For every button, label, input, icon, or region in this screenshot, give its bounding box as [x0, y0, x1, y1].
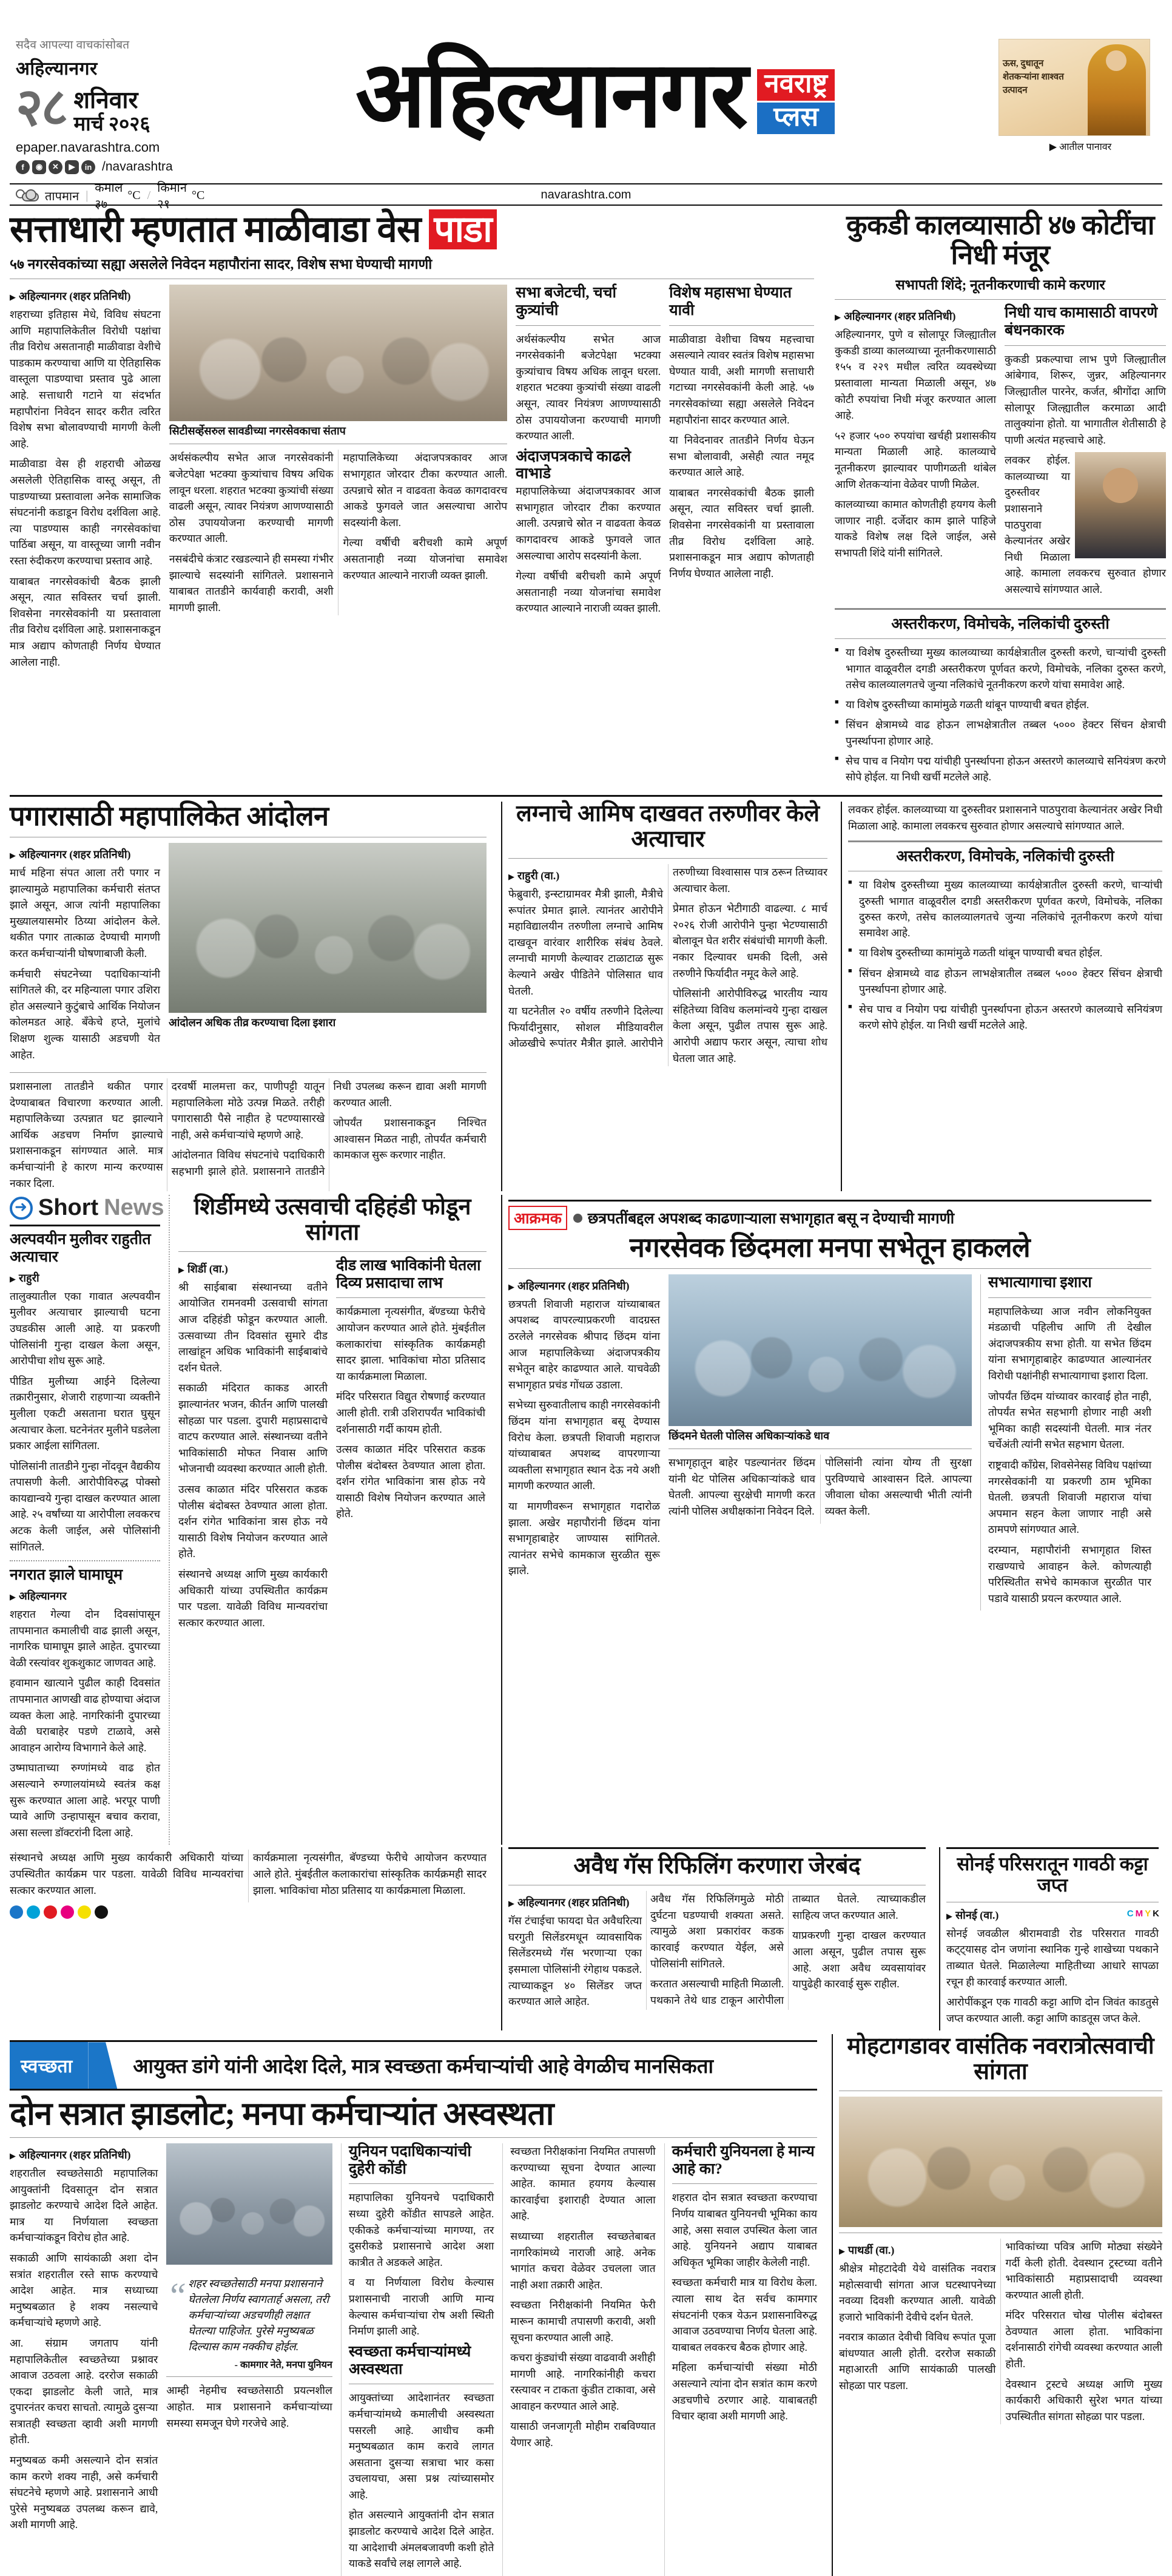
- kukdi-para-3: कालव्याच्या कामात कोणतीही हयगय केली जाणार नाही. दर्जेदार काम झाले पाहिजे याकडे विशेष लक्ष दिले जाईल, असे सभापती शिंदे यांनी सांगितले.: [835, 498, 996, 559]
- shortnews-item-2-headline: नगरात झाले घामाघूम: [10, 1567, 123, 1584]
- kukdi-cont-subhead: अस्तरीकरण, विमोचके, नलिकांची दुरुस्ती: [896, 848, 1114, 865]
- kukdi-right-continuation: [848, 802, 1162, 1191]
- lead-col-4: [669, 285, 814, 674]
- mohta-para-2: नवरात्र काळात देवीची विविध रूपांत पूजा बांधण्यात आली होती. दररोज सकाळी महाआरती आणि सायंकाळी पालखी सोहळा पार पडला.: [838, 2331, 996, 2392]
- kukdi-deck: सभापती शिंदे; नूतनीकरणाची कामे करणार: [835, 276, 1166, 300]
- gas-headline: अवैध गॅस रिफिलिंग करणारा जेरबंद: [573, 1853, 861, 1879]
- facebook-icon[interactable]: f: [16, 160, 30, 174]
- column-divider-5: [501, 1847, 502, 2030]
- shirdi-extra-para-1: संस्थानचे अध्यक्ष आणि मुख्य कार्यकारी अधिकारी यांच्या उपस्थितीत कार्यक्रम पार पडला. यावेळी विविध मान्यवरांचा सत्कार करण्यात आला.: [10, 1851, 243, 1896]
- swachhata-l3-para-1: होत असल्याने आयुक्तांनी दोन सत्रात झाडलोट करण्याचे आदेश दिले आहेत. या आदेशाची अंमलबजावणी कशी होते याकडे सर्वांचे लक्ष लागले आहे.: [348, 2509, 494, 2570]
- advert-text: ऊस, दुधातून शेतकऱ्यांना शाश्वत उत्पादन: [1003, 59, 1064, 95]
- kukdi-para-1: अहिल्यानगर, पुणे व सोलापूर जिल्ह्यातील कुकडी डाव्या कालव्याच्या नूतनीकरणासाठी १५५ व २२९ मधील त्वरित व्यवस्थेच्या प्रस्तावाला मान्यता मिळाली असून, ४७ कोटी रुपयांचा निधी मंजूर करण्यात आला आहे.: [835, 328, 996, 422]
- lead-para-1: शहराच्या इतिहास मेधे, विविध संघटना आणि महापालिकेतील विरोधी पक्षांचा तीव्र विरोध असतानाही माळीवाडा वेशीचे पाडकाम करण्याचा आणि या ऐतिहासिक वास्तूला पाडण्याचा प्रस्ताव पुढे आला आहे. सत्ताधारी गटाने या संदर्भात महापौरांना निवेदन सादर करीत त्वरित विशेष सभा बोलावण्याची मागणी केली आहे.: [10, 308, 161, 450]
- swachhata-pullquote-attr: - कामगार नेते, मनपा युनियन: [234, 2360, 332, 2371]
- nagarsevak-kicker: [508, 1200, 1151, 1230]
- color-dot-cyan: [27, 1905, 40, 1919]
- pagar-photo-block: [169, 843, 487, 1067]
- gas-para-2: अवैध गॅस रिफिलिंगमुळे मोठी दुर्घटना घडण्याची शक्यता असते. त्यामुळे अशा प्रकारांवर कडक कारवाई करण्यात येईल, असे पोलिसांनी सांगितले.: [650, 1893, 784, 1970]
- swachhata-sub2-para-1: आयुक्तांच्या आदेशानंतर स्वच्छता कर्मचाऱ्यांमध्ये कमालीची अस्वस्थता पसरली आहे. आधीच कमी मनुष्यबळात काम करावे लागत असताना दुसऱ्या सत्राचा भार कसा उचलायचा, असा प्रश्न त्यांच्यासमोर आहे.: [348, 2392, 494, 2501]
- pagar-photo: [169, 843, 487, 1013]
- shirdi-para-2: सकाळी मंदिरात काकड आरती झाल्यानंतर भजन, कीर्तन आणि पालखी सोहळा पार पडला. दुपारी महाप्रसादाचे वाटप करण्यात आले. संस्थानच्या वतीने भाविकांसाठी मोफत निवास आणि भोजनाची व्यवस्था करण्यात आली होती.: [178, 1382, 328, 1475]
- site-url-strip[interactable]: navarashtra.com: [10, 183, 1162, 206]
- swachhata-pullquote: “ शहर स्वच्छतेसाठी मनपा प्रशासनाने घेतलेला निर्णय स्वागतार्ह असला, तरी कर्मचाऱ्यांच्या अडचणीही लक्षात घेतल्या पाहिजेत. पुरेसे मनुष्यबळ दिल्यास काम नक्कीच होईल.: [166, 2276, 332, 2355]
- mohta-byline: ▶ पाथर्डी (वा.): [839, 2243, 996, 2257]
- lead-deck: ५७ नगरसेवकांच्या सह्या असलेले निवेदन महापौरांना सादर, विशेष सभा घेण्याची मागणी: [10, 255, 814, 279]
- pagar-photo-caption: आंदोलन अधिक तीव्र करण्याचा दिला इशारा: [169, 1016, 336, 1029]
- swachhata-l3-para-2: स्वच्छता निरीक्षकांना नियमित तपासणी करण्याच्या सूचना देण्यात आल्या आहेत. कामात हयगय केल्यास कारवाईचा इशाराही देण्यात आला आहे.: [510, 2145, 656, 2222]
- advert-figure: [1088, 44, 1146, 135]
- swachhata-sub1-para-2: व या निर्णयाला विरोध केल्यास प्रशासनाची नाराजी आणि मान्य केल्यास कर्मचाऱ्यांचा रोष अशी स्थिती निर्माण झाली आहे.: [348, 2276, 494, 2338]
- swachhata-sub3-para-3: महिला कर्मचाऱ्यांची संख्या मोठी असल्याने त्यांना दोन सत्रांत काम करणे अडचणीचे ठरणार आहे. याबाबतही विचार व्हावा अशी मागणी आहे.: [672, 2361, 818, 2422]
- kukdi-bullet-3: ■ सिंचन क्षेत्रामध्ये वाढ होऊन लाभक्षेत्रातील तब्बल ५००० हेक्टर सिंचन क्षेत्राची पुनर्स्थापना होणार आहे.: [835, 717, 1166, 749]
- color-dot-magenta: [61, 1905, 74, 1919]
- pagar-bottom-para-3: आंदोलनात विविध संघटनांचे पदाधिकारी सहभागी झाले होते. प्रशासनाने तातडीने निधी उपलब्ध करून द्यावा अशी मागणी करण्यात आली.: [171, 1080, 487, 1178]
- masthead-logo: [192, 8, 999, 183]
- shirdi-extra-para-2: कार्यक्रमाला नृत्यसंगीत, बॅण्डच्या फेरीचे आयोजन करण्यात आले होते. मुंबईतील कलाकारांचा सांस्कृतिक कार्यक्रमही सादर झाला. भाविकांचा मोठा प्रतिसाद या कार्यक्रमाला मिळाला.: [253, 1851, 487, 1896]
- shortnews-item-2-para-1: शहरात गेल्या दोन दिवसांपासून तापमानात कमालीची वाढ झाली असून, नागरिक घामाघूम झाले आहेत. दुपारच्या वेळी रस्त्यांवर शुकशुकाट जाणवत आहे.: [10, 1608, 160, 1669]
- nagarsevak-col-3: [980, 1274, 1151, 1611]
- mohta-para-5: देवस्थान ट्रस्टचे अध्यक्ष आणि मुख्य कार्यकारी अधिकारी सुरेश भगत यांच्या उपस्थितीत सांगता सोहळा पार पडला.: [1005, 2378, 1162, 2422]
- brand-line-2: प्लस: [757, 103, 835, 134]
- lead-story: [10, 211, 823, 789]
- kukdi-bullet-4: ■ सेच पाच व नियोग पद्म यांचीही पुनर्स्थापना होऊन अस्तरणे कालव्याचे सनियंत्रण करणे सोपे होईल. या निधी खर्ची मटलेले आहे.: [835, 753, 1166, 785]
- gas-story: [508, 1847, 933, 2030]
- kukdi-para-2: ५२ हजार ५०० रुपयांचा खर्चही प्रशासकीय मान्यता मिळाली आहे. कालव्याचे नूतनीकरण झाल्यावर पाणीगळती थांबेल आणि शेतकऱ्यांना वेळेवर पाणी मिळेल.: [835, 429, 996, 490]
- cmyk-marks: [1126, 1908, 1160, 1919]
- kukdi-bullet-list: [835, 644, 1166, 785]
- kukdi-subhead: अस्तरीकरण, विमोचके, नलिकांची दुरुस्ती: [891, 615, 1110, 632]
- weather-slash: /: [147, 188, 151, 202]
- fourth-left-filler: [10, 1847, 495, 2030]
- swachhata-para-1: शहरातील स्वच्छतेसाठी महापालिका आयुक्तांनी दिवसातून दोन सत्रात झाडलोट करण्याचे आदेश दिले आहेत. मात्र या निर्णयाला स्वच्छता कर्मचाऱ्यांकडून विरोध होत आहे.: [10, 2166, 158, 2244]
- masthead-date: [16, 78, 192, 137]
- pagar-col-1: [10, 843, 160, 1067]
- lead-sub-a-para-1: अर्थसंकल्पीय सभेत आज नगरसेवकांनी बजेटपेक्षा भटक्या कुत्र्यांचाच विषय अधिक लावून धरला. शहरात भटक्या कुत्र्यांची संख्या वाढली असून, त्यावर नियंत्रण आणण्यासाठी ठोस उपाययोजना करण्याची मागणी करण्यात आली.: [516, 333, 661, 442]
- swachhata-tag: स्वच्छता: [10, 2042, 88, 2089]
- swachhata-sub3-para-2: स्वच्छता कर्मचारी मात्र या विरोध केला. त्याला साथ देत सर्वच कामगार संघटनांनी एकत्र येऊन प्रशासनाविरुद्ध आवाज उठवण्याचा निर्णय घेतला आहे. याबाबत लवकरच बैठक होणार आहे.: [672, 2276, 818, 2353]
- swachhata-banner: [10, 2040, 817, 2091]
- kukdi-story: [835, 211, 1166, 789]
- kukdi-cont-bullet-1: ■ या विशेष दुरुस्तीच्या मुख्य कालव्याच्या कार्यक्षेत्रातील दुरुस्ती करणे, चाऱ्यांची दुरुस्ती भागात वाळूवरील दगडी अस्तरीकरण पूर्णवत करणे, विमोचके, नलिका दुरुस्त करणे, तसेच कालव्यालगतचे जुन्या नलिकांचे नूतनीकरण करणे यांचा समावेश आहे.: [848, 877, 1162, 941]
- shirdi-story: [169, 1195, 487, 1845]
- kukdi-lead-line: निधी याच कामासाठी वापरणे बंधनकारक: [1005, 305, 1158, 339]
- pagar-bottom-para-2: दरवर्षी मालमत्ता कर, पाणीपट्टी यातून महापालिकेला मोठे उत्पन्न मिळते. तरीही पगारासाठी पैसे नाहीत हे पटण्यासारखे नाही, असे कर्मचाऱ्यांचे म्हणणे आहे.: [171, 1080, 325, 1141]
- weather-label: तापमान: [45, 189, 79, 203]
- mohta-story: [839, 2034, 1162, 2576]
- shirdi-para-1: श्री साईबाबा संस्थानच्या वतीने आयोजित रामनवमी उत्सवाची सांगता आज दहिहंडी फोडून करण्यात आली. उत्सवाच्या तीन दिवसांत सुमारे दीड लाखांहून अधिक भाविकांनी साईबाबांचे दर्शन घेतले.: [178, 1280, 328, 1374]
- nagarsevak-col-1: [508, 1274, 660, 1611]
- brand-line-1: नवराष्ट्र: [757, 69, 835, 101]
- column-divider-6: [939, 1847, 940, 2030]
- cmyk-m: M: [1135, 1908, 1144, 1919]
- kukdi-cont-bullet-3: ■ सिंचन क्षेत्रामध्ये वाढ होऊन लाभक्षेत्रातील तब्बल ५००० हेक्टर सिंचन क्षेत्राची पुनर्स्थापना होणार आहे.: [848, 965, 1162, 998]
- lead-sub-c-head: विशेष महासभा घेण्यात यावी: [669, 285, 792, 319]
- color-dot-cyan-blue: [10, 1905, 23, 1919]
- shirdi-headline: शिर्डीमध्ये उत्सवाची दहिहंडी फोडून सांगता: [194, 1194, 471, 1246]
- column-divider-3: [841, 802, 842, 1191]
- lead-sub-b-para-1: महापालिकेच्या अंदाजपत्रकावर आज सभागृहात जोरदार टीका करण्यात आली. उत्पन्नाचे स्रोत न वाढवता केवळ कागदावरच आकडे फुगवले जात असल्याचा आरोप सदस्यांनी केला.: [516, 485, 661, 562]
- swachhata-para-2: सकाळी आणि सायंकाळी अशा दोन सत्रांत शहरातील रस्ते साफ करण्याचे आदेश आहेत. मात्र सध्याच्या मनुष्यबळात हे शक्य नसल्याचे कर्मचाऱ्यांचे म्हणणे आहे.: [10, 2251, 158, 2329]
- epaper-url[interactable]: epaper.navarashtra.com: [16, 140, 160, 155]
- shirdi-byline: ▶ शिर्डी (वा.): [178, 1262, 328, 1276]
- pagar-headline: पगारासाठी महापालिकेत आंदोलन: [10, 801, 329, 832]
- column-divider-4: [501, 1195, 502, 1845]
- instagram-icon[interactable]: ◉: [32, 160, 46, 174]
- column-divider-7: [832, 2034, 833, 2576]
- kukdi-cont-bullet-4: ■ सेच पाच व नियोग पद्म यांचीही पुनर्स्थापना होऊन अस्तरणे कालव्याचे सनियंत्रण करणे सोपे होईल. या निधी खर्ची मटलेले आहे.: [848, 1001, 1162, 1033]
- cmyk-k: K: [1153, 1908, 1160, 1919]
- nagarsevak-para-3: या मागणीवरून सभागृहात गदारोळ झाला. अखेर महापौरांनी छिंदम यांना सभागृहाबाहेर जाण्यास सांगितले. त्यानंतर सभेचे कामकाज सुरळीत सुरू झाले.: [508, 1499, 660, 1577]
- mohta-para-4: मंदिर परिसरात चोख पोलीस बंदोबस्त ठेवण्यात आला होता. भाविकांना दर्शनासाठी रांगेची व्यवस्था करण्यात आली होती.: [1005, 2309, 1162, 2370]
- lead-photo-para-4: गेल्या वर्षीची बरीचशी कामे अपूर्ण असतानाही नव्या योजनांचा समावेश करण्यात आल्याने नाराजी व्यक्त झाली.: [343, 536, 508, 581]
- nagarsevak-photo-caption: छिंदमने घेतली पोलिस अधिकाऱ्यांकडे धाव: [669, 1429, 830, 1442]
- nagarsevak-photo-block: [669, 1274, 972, 1611]
- weather-max: कमाल ३७: [95, 181, 123, 212]
- lead-headline: [10, 211, 814, 249]
- swachhata-l2-para-1: आम्ही नेहमीच स्वच्छतेसाठी प्रयत्नशील आहोत. मात्र प्रशासनाने कर्मचाऱ्यांच्या समस्या समजून घेणे गरजेचे आहे.: [166, 2384, 332, 2429]
- lead-para-3: याबाबत नगरसेवकांची बैठक झाली असून, त्यात सविस्तर चर्चा झाली. शिवसेना नगरसेवकांनी या प्रस्तावाला तीव्र विरोध दर्शविला आहे. प्रशासनाकडून मात्र अद्याप कोणताही निर्णय घेण्यात आलेला नाही.: [10, 575, 161, 668]
- swachhata-photo: [166, 2143, 332, 2265]
- kicker-text: छत्रपतींबद्दल अपशब्द काढणाऱ्याला सभागृहात बसू न देण्याची मागणी: [587, 1211, 955, 1228]
- pagar-byline: ▶ अहिल्यानगर (शहर प्रतिनिधी): [10, 847, 160, 862]
- shortnews-item-1-headline: अल्पवयीन मुलीवर राहुतीत अत्याचार: [10, 1231, 151, 1266]
- kukdi-para-4: कुकडी प्रकल्पाचा लाभ पुणे जिल्ह्यातील आंबेगाव, शिरूर, जुन्नर, अहिल्यानगर जिल्ह्यातील पारनेर, कर्जत, श्रीगोंदा आणि सोलापूर जिल्ह्यातील करमाळा आदी तालुक्यांना होतो. या भागातील शेतीसाठी हे पाणी अत्यंत महत्त्वाचे आहे.: [1005, 353, 1166, 446]
- lead-byline: ▶ अहिल्यानगर (शहर प्रतिनिधी): [10, 289, 161, 303]
- middle-section: [10, 802, 1162, 1191]
- logo-title: अहिल्यानगर: [355, 44, 747, 147]
- swachhata-banner-text: आयुक्त डांगे यांनी आदेश दिले, मात्र स्वच्छता कर्मचाऱ्यांची आहे वेगळीच मानसिकता: [133, 2056, 714, 2078]
- kukdi-cont-bullets: [848, 877, 1162, 1033]
- swachhata-l4-para-1: सध्याच्या शहरातील स्वच्छतेबाबत नागरिकांमध्ये नाराजी आहे. अनेक भागांत कचरा वेळेवर उचलला जात नाही अशा तक्रारी आहेत.: [510, 2229, 656, 2291]
- top-section: [10, 209, 1166, 789]
- x-icon[interactable]: ✕: [49, 160, 62, 174]
- swachhata-sub3-head: कर्मचारी युनियनला हे मान्य आहे का?: [672, 2143, 815, 2177]
- shortnews-label-1: Short: [38, 1195, 99, 1221]
- swachhata-headline: दोन सत्रात झाडलोट; मनपा कर्मचाऱ्यांत अस्वस्थता: [10, 2097, 554, 2132]
- swachhata-col-3: [341, 2143, 494, 2576]
- social-handle: /navarashtra: [102, 160, 173, 174]
- shirdi-col-1: [178, 1257, 328, 1635]
- gas-byline: ▶ अहिल्यानगर (शहर प्रतिनिधी): [508, 1895, 642, 1910]
- shirdi-para-4: संस्थानचे अध्यक्ष आणि मुख्य कार्यकारी अधिकारी यांच्या उपस्थितीत कार्यक्रम पार पडला. यावेळी विविध मान्यवरांचा सत्कार करण्यात आला.: [178, 1567, 328, 1629]
- sonai-story: [946, 1847, 1159, 2030]
- nagarsevak-right-para-1: महापालिकेच्या आज नवीन लोकनियुक्त मंडळाची पहिलीच आणि ती देखील अंदाजपत्रकीय सभा होती. या सभेत छिंदम यांना सभागृहाबाहेर काढण्यात आल्यानंतर विरोधी पक्षांनीही सभात्यागाचा इशारा दिला.: [988, 1305, 1151, 1382]
- lagn-headline: लग्नाचे आमिष दाखवत तरुणीवर केले अत्याचार: [516, 801, 820, 853]
- weather-strip: [16, 179, 205, 212]
- third-section: [10, 1195, 1162, 1845]
- sonai-byline: ▶ सोनई (वा.): [946, 1908, 1159, 1922]
- cmyk-c: C: [1127, 1908, 1134, 1919]
- sonai-para-1: सोनई जवळील श्रीरामवाडी रोड परिसरात गावठी कट्ट्यासह दोन जणांना स्थानिक गुन्हे शाखेच्या पथकाने ताब्यात घेतले. मिळालेल्या माहितीच्या आधारे सापळा रचून ही कारवाई करण्यात आली.: [946, 1927, 1159, 1988]
- date-month-year: मार्च २०२६: [73, 113, 150, 135]
- lagn-para-1: फेब्रुवारी, इन्स्टाग्रामवर मैत्री झाली, मैत्रीचे रूपांतर प्रेमात झाले. त्यानंतर आरोपीने महाविद्यालयीन तरुणीला लग्नाचे आमिष दाखवून वारंवार शारीरिक संबंध ठेवले. लग्नाची मागणी केल्यावर टाळाटाळ सुरू केल्याने अखेर पीडितेने पोलिसात धाव घेतली.: [508, 887, 663, 997]
- swachhata-byline: ▶ अहिल्यानगर (शहर प्रतिनिधी): [10, 2148, 158, 2162]
- color-dot-black: [95, 1905, 108, 1919]
- masthead-tagline: सदैव आपल्या वाचकांसोबत: [16, 39, 130, 52]
- lead-sub-b-head: अंदाजपत्रकाचे काढले वाभाडे: [516, 448, 631, 482]
- swachhata-photo-block: [166, 2143, 332, 2576]
- weather-min: किमान २१: [157, 181, 187, 212]
- shortnews-item-1-para-1: तालुक्यातील एका गावात अल्पवयीन मुलीवर अत्याचार झाल्याची घटना उघडकीस आली आहे. या प्रकरणी पोलिसांनी गुन्हा दाखल केला असून, आरोपीचा शोध सुरू आहे.: [10, 1290, 160, 1367]
- masthead-advert: [999, 8, 1162, 183]
- shortnews-item-2-byline: ▶ अहिल्यानगर: [10, 1589, 160, 1603]
- sonai-headline: सोनई परिसरातून गावठी कट्टा जप्त: [957, 1853, 1148, 1896]
- nagarsevak-cap-para-2: पोलिसांनी त्यांना योग्य ती सुरक्षा पुरविण्याचे आश्वासन दिले. आपल्या जीवाला धोका असल्याची भीती त्यांनी व्यक्त केली.: [825, 1456, 972, 1518]
- lead-col-1: [10, 285, 161, 674]
- masthead: [10, 8, 1162, 212]
- swachhata-l4-para-2: स्वच्छता निरीक्षकांनी नियमित फेरी मारून कामाची तपासणी करावी, अशी सूचना करण्यात आली आहे.: [510, 2299, 656, 2344]
- mohta-photo: [839, 2097, 1162, 2227]
- pagar-para-2: कर्मचारी संघटनेच्या पदाधिकाऱ्यांनी सांगितले की, दर महिन्याला पगार उशिरा होत असल्याने कुटुंबाचे आर्थिक नियोजन कोलमडत आहे. बँकेचे हप्ते, मुलांचे शिक्षण शुल्क यासाठी अडचणी येत आहेत.: [10, 967, 160, 1061]
- color-registration-bar: [10, 1905, 108, 1919]
- nagarsevak-para-1: छत्रपती शिवाजी महाराज यांच्याबाबत अपशब्द वापरल्याप्रकरणी वादग्रस्त ठरलेले नगरसेवक श्रीपाद छिंदम यांना आज महापालिकेच्या अंदाजपत्रकीय सभेतून बाहेर काढण्यात आले. याचवेळी सभागृहात प्रचंड गोंधळ उडाला.: [508, 1297, 660, 1391]
- youtube-icon[interactable]: ▶: [65, 160, 79, 174]
- shortnews-item-1-byline: ▶ राहुरी: [10, 1271, 160, 1285]
- swachhata-para-4: मनुष्यबळ कमी असल्याने दोन सत्रांत काम करणे शक्य नाही, असे कर्मचारी संघटनेचे म्हणणे आहे. प्रशासनाने आधी पुरेसे मनुष्यबळ उपलब्ध करून द्यावे, अशी मागणी आहे.: [10, 2454, 158, 2531]
- fourth-section: [10, 1847, 1162, 2030]
- sonai-para-2: आरोपींकडून एक गावठी कट्टा आणि दोन जिवंत काडतुसे जप्त करण्यात आली. कट्टा आणि काडतूस जप्त केले.: [946, 1996, 1159, 2024]
- brand-logo: [757, 69, 835, 134]
- lead-photo: [169, 285, 507, 421]
- shirdi-para-7: उत्सव काळात मंदिर परिसरात कडक पोलीस बंदोबस्त ठेवण्यात आला होता. दर्शन रांगेत भाविकांना त्रास होऊ नये यासाठी विशेष नियोजन करण्यात आले होते.: [336, 1443, 485, 1520]
- banner-skew-shape: [88, 2042, 117, 2089]
- lagn-byline: ▶ राहुरी (वा.): [508, 868, 663, 883]
- weather-degree-max: °C: [127, 188, 141, 202]
- shirdi-para-6: मंदिर परिसरात विद्युत रोषणाई करण्यात आली होती. रात्री उशिरापर्यंत भाविकांची दर्शनासाठी गर्दी कायम होती.: [336, 1390, 485, 1435]
- shirdi-para-3: उत्सव काळात मंदिर परिसरात कडक पोलीस बंदोबस्त ठेवण्यात आला होता. दर्शन रांगेत भाविकांना त्रास होऊ नये यासाठी विशेष नियोजन करण्यात आले होते.: [178, 1482, 328, 1560]
- swachhata-col-1: [10, 2143, 158, 2576]
- kukdi-byline: ▶ अहिल्यानगर (शहर प्रतिनिधी): [835, 309, 996, 323]
- lagn-story: [508, 802, 835, 1191]
- arrow-circle-icon: [10, 1197, 33, 1220]
- lead-headline-highlight: पाडा: [429, 209, 496, 249]
- kukdi-bullet-1: ■ या विशेष दुरुस्तीच्या मुख्य कालव्याच्या कार्यक्षेत्रातील दुरुस्ती करणे, चाऱ्यांची दुरुस्ती भागात वाळूवरील दगडी अस्तरीकरण पूर्णवत करणे, विमोचके, नलिका दुरुस्त करणे, तसेच कालव्यालगतचे जुन्या नलिकांचे नूतनीकरण करणे यांचा समावेश आहे.: [835, 644, 1166, 692]
- shirdi-sub-head: दीड लाख भाविकांनी घेतला दिव्य प्रसादाचा लाभ: [336, 1257, 481, 1291]
- swachhata-sub2-head: स्वच्छता कर्मचाऱ्यांमध्ये अस्वस्थता: [348, 2343, 471, 2378]
- kukdi-col-1: [835, 305, 996, 601]
- nagarsevak-story: [508, 1195, 1151, 1845]
- lagn-para-2: या घटनेतील २० वर्षीय तरुणीने दिलेल्या फिर्यादीनुसार, सोशल मीडियावरील ओळखीचे रूपांतर मैत्रीत झाले. आरोपीने तरुणीच्या विश्वासास पात्र ठरून तिच्यावर अत्याचार केला.: [508, 865, 827, 1050]
- bottom-section: [10, 2034, 1162, 2576]
- lead-headline-text: सत्ताधारी म्हणतात माळीवाडा वेस: [10, 209, 421, 249]
- shortnews-label-2: News: [104, 1195, 164, 1221]
- nagarsevak-right-head: सभात्यागाचा इशारा: [988, 1274, 1092, 1291]
- mohta-para-3: भाविकांच्या पवित्र आणि मोठ्या संख्येने गर्दी केली होती. देवस्थान ट्रस्टच्या वतीने भाविकांसाठी महाप्रसादाची व्यवस्था करण्यात आली होती.: [1005, 2240, 1162, 2301]
- lead-sub-b-para-2: गेल्या वर्षीची बरीचशी कामे अपूर्ण असतानाही नव्या योजनांचा समावेश करण्यात आल्याने नाराजी व्यक्त झाली.: [516, 570, 661, 615]
- shortnews-item-2-para-2: हवामान खात्याने पुढील काही दिवसांत तापमानात आणखी वाढ होण्याचा अंदाज व्यक्त केला आहे. नागरिकांनी दुपारच्या वेळी घराबाहेर पडणे टाळावे, असे आवाहन आरोग्य विभागाने केले आहे.: [10, 1677, 160, 1754]
- social-links[interactable]: [16, 160, 192, 174]
- kukdi-portrait-photo: [1075, 452, 1166, 558]
- lead-sub-c-para-2: या निवेदनावर तातडीने निर्णय घेऊन सभा बोलावावी, असेही त्यात नमूद करण्यात आले आहे.: [669, 434, 815, 479]
- shortnews-column: [10, 1195, 164, 1845]
- lead-photo-para-1: अर्थसंकल्पीय सभेत आज नगरसेवकांनी बजेटपेक्षा भटक्या कुत्र्यांचाच विषय अधिक लावून धरला. शहरात भटक्या कुत्र्यांची संख्या वाढली असून, त्यावर नियंत्रण आणण्यासाठी ठोस उपाययोजना करण्याची मागणी करण्यात आली.: [169, 451, 334, 545]
- lead-sub-c-para-1: माळीवाडा वेशीचा विषय महत्त्वाचा असल्याने त्यावर स्वतंत्र विशेष महासभा घेण्यात यावी, अशी मागणी सत्ताधारी गटाच्या नगरसेवकांनी केली आहे. ५७ नगरसेवकांच्या सह्या असलेले निवेदन महापौरांना सादर करण्यात आले.: [669, 333, 815, 426]
- kukdi-bullet-2: ■ या विशेष दुरुस्तीच्या कामांमुळे गळती थांबून पाण्याची बचत होईल.: [835, 697, 1166, 712]
- kukdi-cont-bullet-2: ■ या विशेष दुरुस्तीच्या कामांमुळे गळती थांबून पाण्याची बचत होईल.: [848, 945, 1162, 961]
- weather-degree-min: °C: [191, 188, 205, 202]
- lead-photo-para-3: महापालिकेच्या अंदाजपत्रकावर आज सभागृहात जोरदार टीका करण्यात आली. उत्पन्नाचे स्रोत न वाढवता केवळ कागदावरच आकडे फुगवले जात असल्याचा आरोप सदस्यांनी केला.: [343, 451, 508, 529]
- lead-photo-caption: सिटीसर्व्हेसरुल सावडीच्या नगरसेवकाचा संताप: [169, 425, 346, 438]
- nagarsevak-right-para-3: राष्ट्रवादी काँग्रेस, शिवसेनेसह विविध पक्षांच्या नगरसेवकांनी या प्रकरणी ठाम भूमिका घेतली. छत्रपती शिवाजी महाराज यांचा अपमान सहन केला जाणार नाही असे ठामपणे सांगण्यात आले.: [988, 1458, 1151, 1536]
- color-dot-red: [44, 1905, 57, 1919]
- lagn-para-4: पोलिसांनी आरोपीविरुद्ध भारतीय न्याय संहितेच्या विविध कलमांन्वये गुन्हा दाखल केला असून, पुढील तपास सुरू आहे. आरोपी अद्याप फरार असून, त्याचा शोध घेतला जात आहे.: [673, 987, 827, 1064]
- pagar-bottom-para-1: प्रशासनाला तातडीने थकीत पगार देण्याबाबत विचारणा करण्यात आली. महापालिकेच्या उत्पन्नात घट झाल्याने आर्थिक अडचण निर्माण झाल्याचे प्रशासनाकडून सांगण्यात आले. मात्र कर्मचाऱ्यांनी हे कारण मान्य करण्यास नकार दिला.: [10, 1080, 163, 1189]
- advert-caption-text: आतील पानावर: [1059, 142, 1112, 152]
- nagarsevak-byline: ▶ अहिल्यानगर (शहर प्रतिनिधी): [508, 1279, 660, 1293]
- bullet-dot-icon: [573, 1214, 582, 1223]
- kukdi-cont-para-1: लवकर होईल. कालव्याच्या या दुरुस्तीवर प्रशासनाने पाठपुरावा केल्यानंतर अखेर निधी मिळाला आहे. कामाला लवकरच सुरुवात होणार असल्याचे सांगण्यात आले.: [848, 803, 1163, 832]
- color-dot-yellow: [78, 1905, 91, 1919]
- nagarsevak-para-2: सभेच्या सुरुवातीलाच काही नगरसेवकांनी छिंदम यांना सभागृहात बसू देण्यास विरोध केला. छत्रपती शिवाजी महाराज यांच्याबाबत अपशब्द वापरणाऱ्या व्यक्तीला सभागृहात स्थान देऊ नये अशी मागणी करण्यात आली.: [508, 1399, 660, 1492]
- lead-photo-para-2: नसबंदीचे कंत्राट रखडल्याने ही समस्या गंभीर झाल्याचे सदस्यांनी सांगितले. प्रशासनाने याबाबत तातडीने कार्यवाही करावी, अशी मागणी झाली.: [169, 553, 334, 614]
- gas-para-3: करतात असल्याची माहिती मिळाली. पथकाने तेथे धाड टाकून आरोपीला ताब्यात घेतले. त्याच्याकडील साहित्य जप्त करण्यात आले.: [650, 1893, 926, 2006]
- swachhata-para-3: आ. संग्राम जगताप यांनी महापालिकेतील स्वच्छतेच्या प्रश्नावर आवाज उठवला आहे. दररोज सकाळी एकदा झाडलोट केली जाते, मात्र दुपारनंतर कचरा साचतो. त्यामुळे दुसऱ्या सत्रातही स्वच्छता व्हावी अशी मागणी होती.: [10, 2336, 158, 2446]
- shortnews-item-2-para-3: उष्माघाताच्या रुग्णांमध्ये वाढ होत असल्याने रुग्णालयांमध्ये स्वतंत्र कक्ष सुरू करण्यात आला आहे. भरपूर पाणी प्यावे आणि उन्हापासून बचाव करावा, असा सल्ला डॉक्टरांनी दिला आहे.: [10, 1762, 160, 1839]
- date-day-name: शनिवार: [73, 87, 138, 113]
- triangle-icon: ▶: [1049, 142, 1057, 152]
- nagarsevak-headline: नगरसेवक छिंदमला मनपा सभेतून हाकलले: [629, 1232, 1031, 1263]
- nagarsevak-right-para-4: दरम्यान, महापौरांनी सभागृहात शिस्त राखण्याचे आवाहन केले. कोणत्याही परिस्थितीत सभेचे कामकाज सुरळीत पार पडावे यासाठी प्रयत्न करण्यात आले.: [988, 1543, 1151, 1604]
- nagarsevak-right-para-2: जोपर्यंत छिंदम यांच्यावर कारवाई होत नाही, तोपर्यंत सभेत सहभागी होणार नाही अशी भूमिका काही सदस्यांनी घेतली. मात्र नंतर चर्चेअंती त्यांनी सभेत सहभाग घेतला.: [988, 1390, 1151, 1451]
- shortnews-item-1-para-3: पोलिसांनी तातडीने गुन्हा नोंदवून वैद्यकीय तपासणी केली. आरोपीविरुद्ध पोक्सो कायद्यान्वये गुन्हा दाखल करण्यात आला आहे. २५ वर्षांच्या या आरोपीला लवकरच अटक केली जाईल, असे पोलिसांनी सांगितले.: [10, 1459, 160, 1553]
- mohta-para-1: श्रीक्षेत्र मोहटादेवी येथे वासंतिक नवरात्र महोत्सवाची सांगता आज घटस्थापनेच्या नवव्या दिवशी करण्यात आली. यावेळी हजारो भाविकांनी देवीचे दर्शन घेतले.: [838, 2262, 996, 2323]
- masthead-city: अहिल्यानगर: [16, 59, 98, 79]
- advert-caption: [999, 140, 1162, 153]
- swachhata-sub1-head: युनियन पदाधिकाऱ्यांची दुहेरी कोंडी: [348, 2143, 471, 2177]
- linkedin-icon[interactable]: in: [81, 160, 95, 174]
- swachhata-l5-para-1: कचरा कुंड्यांची संख्या वाढवावी अशीही मागणी आहे. नागरिकांनीही कचरा रस्त्यावर न टाकता कुंडीत टाकावा, असे आवाहन करण्यात आले आहे.: [510, 2351, 656, 2412]
- column-divider-2: [501, 802, 502, 1191]
- lead-sub-c-para-3: याबाबत नगरसेवकांची बैठक झाली असून, त्यात सविस्तर चर्चा झाली. शिवसेना नगरसेवकांनी या प्रस्तावाला तीव्र विरोध दर्शविला आहे. प्रशासनाकडून मात्र अद्याप कोणताही निर्णय घेण्यात आलेला नाही.: [669, 486, 815, 580]
- swachhata-col-4: [502, 2143, 655, 2576]
- shortnews-and-shirdi: [10, 1195, 495, 1845]
- sun-cloud-icon: [16, 188, 40, 203]
- cmyk-y: Y: [1145, 1908, 1152, 1919]
- lead-col-3: [516, 285, 661, 674]
- gas-para-1: गॅस टंचाईचा फायदा घेत अवैधरित्या घरगुती सिलेंडरमधून व्यावसायिक सिलेंडरमध्ये गॅस भरणाऱ्या एका इसमाला पोलिसांनी रंगेहाथ पकडले. त्याच्याकडून ४० सिलेंडर जप्त करण्यात आले आहेत.: [508, 1915, 642, 2008]
- lead-para-2: माळीवाडा वेस ही शहराची ओळख असलेली ऐतिहासिक वास्तू असून, ती पाडण्याच्या प्रस्तावाला अनेक सामाजिक संघटनांनी कडाडून विरोध दर्शविला आहे. त्या पाडण्यास काही नगरसेवकांचा पाठिंबा असून, या वास्तूच्या जागी नवीन रस्ता रुंदीकरण करण्याचा प्रस्ताव आहे.: [10, 458, 161, 567]
- shortnews-item-1-para-2: पीडित मुलीच्या आईने दिलेल्या तक्रारीनुसार, शेजारी राहणाऱ्या व्यक्तीने मुलीला एकटी असताना घरात घुसून अत्याचार केला. घटनेनंतर मुलीने घडलेला प्रकार आईला सांगितला.: [10, 1374, 160, 1452]
- pagar-story: [10, 802, 495, 1191]
- kicker-tag: आक्रमक: [508, 1206, 567, 1230]
- swachhata-story: [10, 2034, 826, 2576]
- nagarsevak-photo: [669, 1274, 972, 1426]
- nagarsevak-cap-para-1: सभागृहातून बाहेर पडल्यानंतर छिंदम यांनी थेट पोलिस अधिकाऱ्यांकडे धाव घेतली. आपल्या सुरक्षेची मागणी करत त्यांनी पोलिस अधीक्षकांना निवेदन दिले.: [669, 1456, 815, 1518]
- shirdi-para-5: कार्यक्रमाला नृत्यसंगीत, बॅण्डच्या फेरीचे आयोजन करण्यात आले होते. मुंबईतील कलाकारांचा सांस्कृतिक कार्यक्रमही सादर झाला. भाविकांचा मोठा प्रतिसाद या कार्यक्रमाला मिळाला.: [336, 1305, 485, 1382]
- lead-sub-a-head: सभा बजेटची, चर्चा कुत्र्यांची: [516, 285, 616, 319]
- gas-para-4: याप्रकरणी गुन्हा दाखल करण्यात आला असून, पुढील तपास सुरू आहे. अशा अवैध व्यवसायांवर यापुढेही कारवाई सुरू राहील.: [792, 1929, 926, 1990]
- kukdi-para-5: लवकर होईल. कालव्याच्या या दुरुस्तीवर प्रशासनाने पाठपुरावा केल्यानंतर अखेर निधी मिळाला आहे. कामाला लवकरच सुरुवात होणार असल्याचे सांगण्यात आले.: [1005, 454, 1166, 596]
- lagn-para-3: प्रेमात होऊन भेटीगाठी वाढल्या. ८ मार्च २०२६ रोजी आरोपीने पुन्हा भेटण्यासाठी बोलावून घेत शरीर संबंधांची मागणी केली. नकार दिल्यावर धमकी दिली, असे तरुणीने फिर्यादीत नमूद केले आहे.: [673, 902, 827, 979]
- swachhata-col-5: [664, 2143, 817, 2576]
- swachhata-sub3-para-1: शहरात दोन सत्रात स्वच्छता करण्याचा निर्णय याबाबत युनियनची भूमिका काय आहे, असा सवाल उपस्थित केला जात आहे. युनियनने अद्याप याबाबत अधिकृत भूमिका जाहीर केलेली नाही.: [672, 2191, 818, 2268]
- weather-divider: |: [86, 188, 89, 202]
- kukdi-headline: कुकडी कालव्यासाठी ४७ कोटींचा निधी मंजूर: [846, 210, 1154, 270]
- shirdi-col-2: [336, 1257, 485, 1635]
- swachhata-sub1-para-1: महापालिका युनियनचे पदाधिकारी सध्या दुहेरी कोंडीत सापडले आहेत. एकीकडे कर्मचाऱ्यांच्या मागण्या, तर दुसरीकडे प्रशासनाचे आदेश अशा कात्रीत ते अडकले आहेत.: [348, 2191, 494, 2268]
- pagar-bottom-para-4: जोपर्यंत प्रशासनाकडून निश्चित आश्वासन मिळत नाही, तोपर्यंत कर्मचारी कामकाज सुरू करणार नाहीत.: [333, 1117, 487, 1161]
- masthead-left: [10, 8, 205, 212]
- date-day-number: २८: [16, 78, 67, 137]
- pagar-para-1: मार्च महिना संपत आला तरी पगार न झाल्यामुळे महापालिका कर्मचारी संतप्त झाले असून, आज त्यांनी महापालिका मुख्यालयासमोर ठिय्या आंदोलन केले. थकीत पगार तात्काळ देण्याची मागणी करत कर्मचाऱ्यांनी घोषणाबाजी केली.: [10, 866, 160, 959]
- swachhata-l5-para-2: यासाठी जनजागृती मोहीम राबविण्यात येणार आहे.: [510, 2420, 656, 2449]
- shortnews-header: [10, 1195, 164, 1226]
- kukdi-col-2: [1005, 305, 1166, 601]
- advert-image[interactable]: [999, 39, 1150, 136]
- lead-photo-block: [169, 285, 507, 674]
- mohta-headline: मोहटागडावर वासंतिक नवरात्रोत्सवाची सांगता: [847, 2033, 1154, 2085]
